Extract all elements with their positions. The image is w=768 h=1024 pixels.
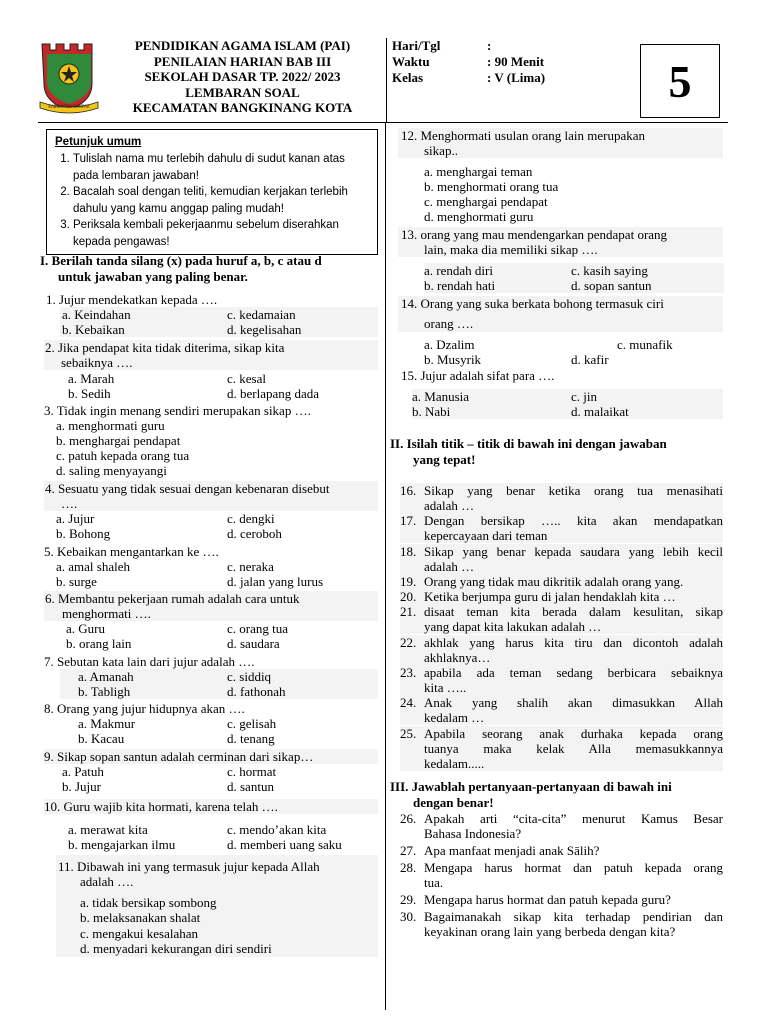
numbered-item bbox=[400, 604, 723, 634]
item-text-line: tuanya maka kelak Alla memasukkannya bbox=[424, 740, 723, 756]
question-block-6 bbox=[44, 591, 378, 621]
question-text: 8. Orang yang jujur hidupnya akan …. bbox=[44, 701, 245, 716]
question-options-4 bbox=[56, 511, 374, 541]
option-d: d. santun bbox=[227, 779, 274, 794]
option-c: c. mendo’akan kita bbox=[227, 822, 327, 837]
instruction-item: 3. Periksala kembali pekerjaanmu sebelum diserahkan kepada pengawas! bbox=[73, 217, 369, 250]
option-c: c. munafik bbox=[617, 337, 673, 352]
numbered-item bbox=[400, 892, 723, 907]
header-divider bbox=[386, 38, 387, 122]
option-b: b. Musyrik bbox=[424, 352, 482, 367]
numbered-item bbox=[400, 574, 723, 589]
option-c: c. orang tua bbox=[227, 621, 289, 636]
item-number: 19. bbox=[400, 573, 417, 589]
question-block-14 bbox=[398, 296, 723, 332]
question-options-3 bbox=[56, 418, 374, 478]
option-b: b. mengajarkan ilmu bbox=[68, 837, 176, 852]
item-text-line: Sikap yang benar ketika orang tua menasihati bbox=[424, 483, 723, 498]
numbered-item bbox=[400, 635, 723, 665]
question-text: menghormati …. bbox=[62, 606, 151, 621]
option-c: c. menghargai pendapat bbox=[424, 194, 548, 209]
option-b: b. rendah hati bbox=[424, 278, 496, 293]
section-3-line: dengan benar! bbox=[413, 794, 494, 810]
numbered-item bbox=[400, 695, 723, 725]
option-c: c. dengki bbox=[227, 511, 275, 526]
item-text-line: Apakah arti “cita-cita” menurut Kamus Besar bbox=[424, 811, 723, 826]
option-a: a. Patuh bbox=[62, 764, 104, 779]
item-text-line: Apabila seorang anak durhaka kepada orang bbox=[424, 725, 723, 741]
item-text-line: Ketika berjumpa guru di jalan hendaklah kita … bbox=[424, 589, 676, 605]
option-b: b. Sedih bbox=[68, 386, 111, 401]
fill-in-list bbox=[400, 483, 723, 771]
header-line: SEKOLAH DASAR TP. 2022/ 2023 bbox=[144, 69, 341, 84]
option-b: b. Tabligh bbox=[78, 684, 131, 699]
option-c: c. siddiq bbox=[227, 669, 272, 684]
option-b: b. orang lain bbox=[66, 636, 132, 651]
item-text-line: yang dapat kita lakukan adalah … bbox=[424, 619, 602, 635]
item-text-line: tua. bbox=[424, 875, 444, 890]
question-text: orang …. bbox=[424, 316, 474, 331]
question-text: 1. Jujur mendekatkan kepada …. bbox=[46, 292, 218, 307]
section-1-line: I. Berilah tanda silang (x) pada huruf a, b, c atau d bbox=[40, 253, 322, 268]
option-d: d. menyadari kekurangan diri sendiri bbox=[80, 941, 272, 956]
option-b: b. Bohong bbox=[56, 526, 111, 541]
numbered-item bbox=[400, 811, 723, 841]
option-d: d. saling menyayangi bbox=[56, 463, 167, 478]
option-d: d. kafir bbox=[571, 352, 609, 367]
item-number: 29. bbox=[400, 892, 417, 907]
header-line: LEMBARAN SOAL bbox=[185, 84, 300, 100]
option-a: a. amal shaleh bbox=[56, 559, 130, 574]
numbered-item bbox=[400, 513, 723, 543]
question-text: sikap.. bbox=[424, 143, 458, 158]
item-text-line: Dengan bersikap ….. kita akan mendapatkan bbox=[424, 513, 723, 529]
question-text: 12. Menghormati usulan orang lain merupakan bbox=[401, 128, 646, 143]
option-b: b. menghargai pendapat bbox=[56, 433, 181, 448]
question-block-12 bbox=[398, 128, 723, 158]
numbered-item bbox=[400, 843, 723, 858]
option-c: c. mengakui kesalahan bbox=[80, 926, 199, 941]
item-text-line: kita ….. bbox=[424, 680, 467, 696]
question-block-4 bbox=[44, 481, 378, 511]
question-options-9 bbox=[60, 764, 378, 794]
info-label-time: Waktu bbox=[392, 54, 430, 69]
numbered-item bbox=[400, 726, 723, 771]
option-d: d. sopan santun bbox=[571, 278, 652, 293]
section-2-line: II. Isilah titik – titik di bawah ini dengan jawaban bbox=[390, 436, 667, 451]
item-text-line: akhlak yang harus kita tiru dan dicontoh adalah bbox=[424, 634, 723, 650]
item-text-line: Anak yang shalih akan dimasukkan Allah bbox=[424, 695, 723, 711]
question-text: 15. Jujur adalah sifat para …. bbox=[401, 368, 555, 383]
question-options-10 bbox=[60, 822, 378, 852]
question-text: 7. Sebutan kata lain dari jujur adalah …. bbox=[44, 654, 255, 669]
question-text: 13. orang yang mau mendengarkan pendapat orang bbox=[401, 227, 668, 242]
question-block-13 bbox=[398, 227, 723, 257]
instructions-title: Petunjuk umum bbox=[55, 136, 142, 148]
option-d: d. fathonah bbox=[227, 684, 286, 699]
option-a: a. Makmur bbox=[78, 716, 136, 731]
question-options-13 bbox=[424, 263, 724, 293]
section-1-line: untuk jawaban yang paling benar. bbox=[58, 268, 248, 284]
option-d: d. jalan yang lurus bbox=[227, 574, 324, 589]
info-label-class: Kelas bbox=[392, 70, 424, 85]
item-number: 27. bbox=[400, 843, 417, 858]
option-a: a. menghormati guru bbox=[56, 418, 165, 433]
numbered-item bbox=[400, 589, 723, 604]
option-a: a. Keindahan bbox=[62, 307, 131, 322]
item-number: 20. bbox=[400, 589, 417, 605]
option-d: d. berlapang dada bbox=[227, 386, 320, 401]
question-options-14 bbox=[424, 337, 724, 367]
logo-banner-text: KABUPATEN KAMPAR bbox=[48, 104, 90, 109]
instructions-box bbox=[46, 129, 378, 255]
item-text-line: Apa manfaat menjadi anak Sālih? bbox=[424, 843, 600, 858]
question-block-2 bbox=[44, 340, 378, 370]
question-text: 10. Guru wajib kita hormati, karena telah …. bbox=[44, 799, 378, 814]
item-text-line: Sikap yang benar kepada saudara yang lebih kecil bbox=[424, 543, 723, 559]
header-title-block bbox=[100, 38, 385, 116]
numbered-item bbox=[400, 909, 723, 939]
info-block bbox=[392, 38, 632, 86]
question-text: 6. Membantu pekerjaan rumah adalah cara untuk bbox=[45, 591, 300, 606]
option-a: a. menghargai teman bbox=[424, 164, 533, 179]
item-number: 16. bbox=[400, 483, 417, 498]
option-c: c. patuh kepada orang tua bbox=[56, 448, 190, 463]
info-value-date: : bbox=[487, 38, 492, 53]
item-text-line: Mengapa harus hormat dan patuh kepada orang bbox=[424, 860, 723, 875]
question-text: 9. Sikap sopan santun adalah cerminan dari sikap… bbox=[44, 749, 378, 764]
option-d: d. memberi uang saku bbox=[227, 837, 342, 852]
question-block-11 bbox=[56, 855, 378, 957]
option-a: a. Dzalim bbox=[424, 337, 475, 352]
item-text-line: apabila ada teman sedang berbicara sebaiknya bbox=[424, 665, 723, 681]
item-number: 28. bbox=[400, 860, 417, 875]
question-options-5 bbox=[56, 559, 374, 589]
question-text: 14. Orang yang suka berkata bohong termasuk ciri bbox=[401, 296, 664, 311]
info-label-date: Hari/Tgl bbox=[392, 38, 441, 53]
numbered-item bbox=[400, 544, 723, 574]
question-text: 4. Sesuatu yang tidak sesuai dengan kebenaran disebut bbox=[45, 481, 330, 496]
question-options-15 bbox=[412, 389, 723, 419]
item-number: 23. bbox=[400, 665, 417, 681]
item-text-line: Mengapa harus hormat dan patuh kepada guru? bbox=[424, 892, 671, 907]
numbered-item bbox=[400, 860, 723, 890]
item-text-line: kedalam … bbox=[424, 710, 485, 726]
item-text-line: Bahasa Indonesia? bbox=[424, 826, 522, 841]
question-options-7 bbox=[60, 669, 378, 699]
option-d: d. tenang bbox=[227, 731, 275, 746]
option-a: a. merawat kita bbox=[68, 822, 148, 837]
option-a: a. Guru bbox=[66, 621, 105, 636]
header-line: PENDIDIKAN AGAMA ISLAM (PAI) bbox=[134, 38, 351, 53]
section-3-heading bbox=[390, 779, 724, 810]
section-2-heading bbox=[390, 436, 724, 467]
item-number: 22. bbox=[400, 634, 417, 650]
instructions-list bbox=[47, 151, 369, 250]
school-logo bbox=[38, 40, 100, 116]
question-options-1 bbox=[60, 307, 378, 337]
item-text-line: disaat teman kita berada dalam kesulitan, sikap bbox=[424, 604, 723, 620]
item-text-line: kedalam..... bbox=[424, 755, 485, 771]
item-number: 30. bbox=[400, 909, 417, 924]
item-number: 24. bbox=[400, 695, 417, 711]
option-a: a. rendah diri bbox=[424, 263, 493, 278]
question-text: 11. Dibawah ini yang termasuk jujur kepada Allah bbox=[58, 859, 320, 874]
header-line: KECAMATAN BANGKINANG KOTA bbox=[132, 100, 353, 115]
option-d: d. malaikat bbox=[571, 404, 629, 419]
item-text-line: adalah … bbox=[424, 558, 475, 574]
option-a: a. Manusia bbox=[412, 389, 470, 404]
question-options-2 bbox=[60, 371, 378, 401]
question-options-6 bbox=[60, 621, 378, 651]
option-b: b. surge bbox=[56, 574, 97, 589]
option-b: b. Kebaikan bbox=[62, 322, 125, 337]
numbered-item bbox=[400, 665, 723, 695]
option-a: a. Amanah bbox=[78, 669, 134, 684]
option-a: a. Jujur bbox=[56, 511, 95, 526]
essay-list bbox=[400, 811, 723, 941]
option-c: c. gelisah bbox=[227, 716, 277, 731]
option-c: c. hormat bbox=[227, 764, 277, 779]
question-text: …. bbox=[61, 496, 78, 511]
header-line: PENILAIAN HARIAN BAB III bbox=[153, 53, 332, 69]
option-c: c. kesal bbox=[227, 371, 266, 386]
instruction-item: 1. Tulislah nama mu terlebih dahulu di sudut kanan atas pada lembaran jawaban! bbox=[73, 151, 369, 184]
item-text-line: akhlaknya… bbox=[424, 649, 491, 665]
option-c: c. kedamaian bbox=[227, 307, 296, 322]
option-b: b. Kacau bbox=[78, 731, 125, 746]
column-divider bbox=[385, 122, 386, 1010]
item-text-line: adalah … bbox=[424, 498, 475, 513]
item-number: 21. bbox=[400, 604, 417, 620]
item-text-line: Bagaimanakah sikap kita terhadap pendirian dan bbox=[424, 909, 723, 924]
question-text: 2. Jika pendapat kita tidak diterima, sikap kita bbox=[45, 340, 285, 355]
option-c: c. kasih saying bbox=[571, 263, 648, 278]
item-number: 18. bbox=[400, 543, 417, 559]
option-d: d. saudara bbox=[227, 636, 280, 651]
info-value-time: : 90 Menit bbox=[487, 54, 545, 69]
question-text: 3. Tidak ingin menang sendiri merupakan sikap …. bbox=[44, 403, 311, 418]
option-b: b. melaksanakan shalat bbox=[80, 910, 201, 925]
question-options-8 bbox=[60, 716, 378, 746]
item-text-line: kepercayaan dari teman bbox=[424, 528, 548, 544]
question-text: adalah …. bbox=[80, 874, 134, 889]
instruction-item: 2. Bacalah soal dengan teliti, kemudian kerjakan terlebih dahulu yang kamu anggap paling mudah! bbox=[73, 184, 369, 217]
item-number: 26. bbox=[400, 811, 417, 826]
option-c: c. neraka bbox=[227, 559, 274, 574]
option-a: a. tidak bersikap sombong bbox=[80, 895, 217, 910]
question-options-12 bbox=[424, 164, 724, 224]
class-number-box: 5 bbox=[640, 44, 720, 118]
option-b: b. menghormati orang tua bbox=[424, 179, 559, 194]
option-d: d. menghormati guru bbox=[424, 209, 534, 224]
section-1-heading bbox=[40, 253, 370, 284]
option-c: c. jin bbox=[571, 389, 597, 404]
item-number: 17. bbox=[400, 513, 417, 529]
item-text-line: keyakinan orang lain yang berbeda dengan kita? bbox=[424, 924, 676, 939]
info-value-class: : V (Lima) bbox=[487, 70, 546, 85]
option-b: b. Nabi bbox=[412, 404, 451, 419]
section-3-line: III. Jawablah pertanyaan-pertanyaan di bawah ini bbox=[390, 779, 672, 794]
question-text: lain, maka dia memiliki sikap …. bbox=[424, 242, 598, 257]
option-a: a. Marah bbox=[68, 371, 115, 386]
question-text: sebaiknya …. bbox=[61, 355, 133, 370]
numbered-item bbox=[400, 483, 723, 513]
header-bottom-rule bbox=[38, 122, 728, 123]
option-b: b. Jujur bbox=[62, 779, 101, 794]
item-number: 25. bbox=[400, 725, 417, 741]
item-text-line: Orang yang tidak mau dikritik adalah orang yang. bbox=[424, 573, 684, 589]
section-2-line: yang tepat! bbox=[413, 451, 476, 467]
option-d: d. ceroboh bbox=[227, 526, 282, 541]
option-d: d. kegelisahan bbox=[227, 322, 302, 337]
question-text: 5. Kebaikan mengantarkan ke …. bbox=[44, 544, 219, 559]
